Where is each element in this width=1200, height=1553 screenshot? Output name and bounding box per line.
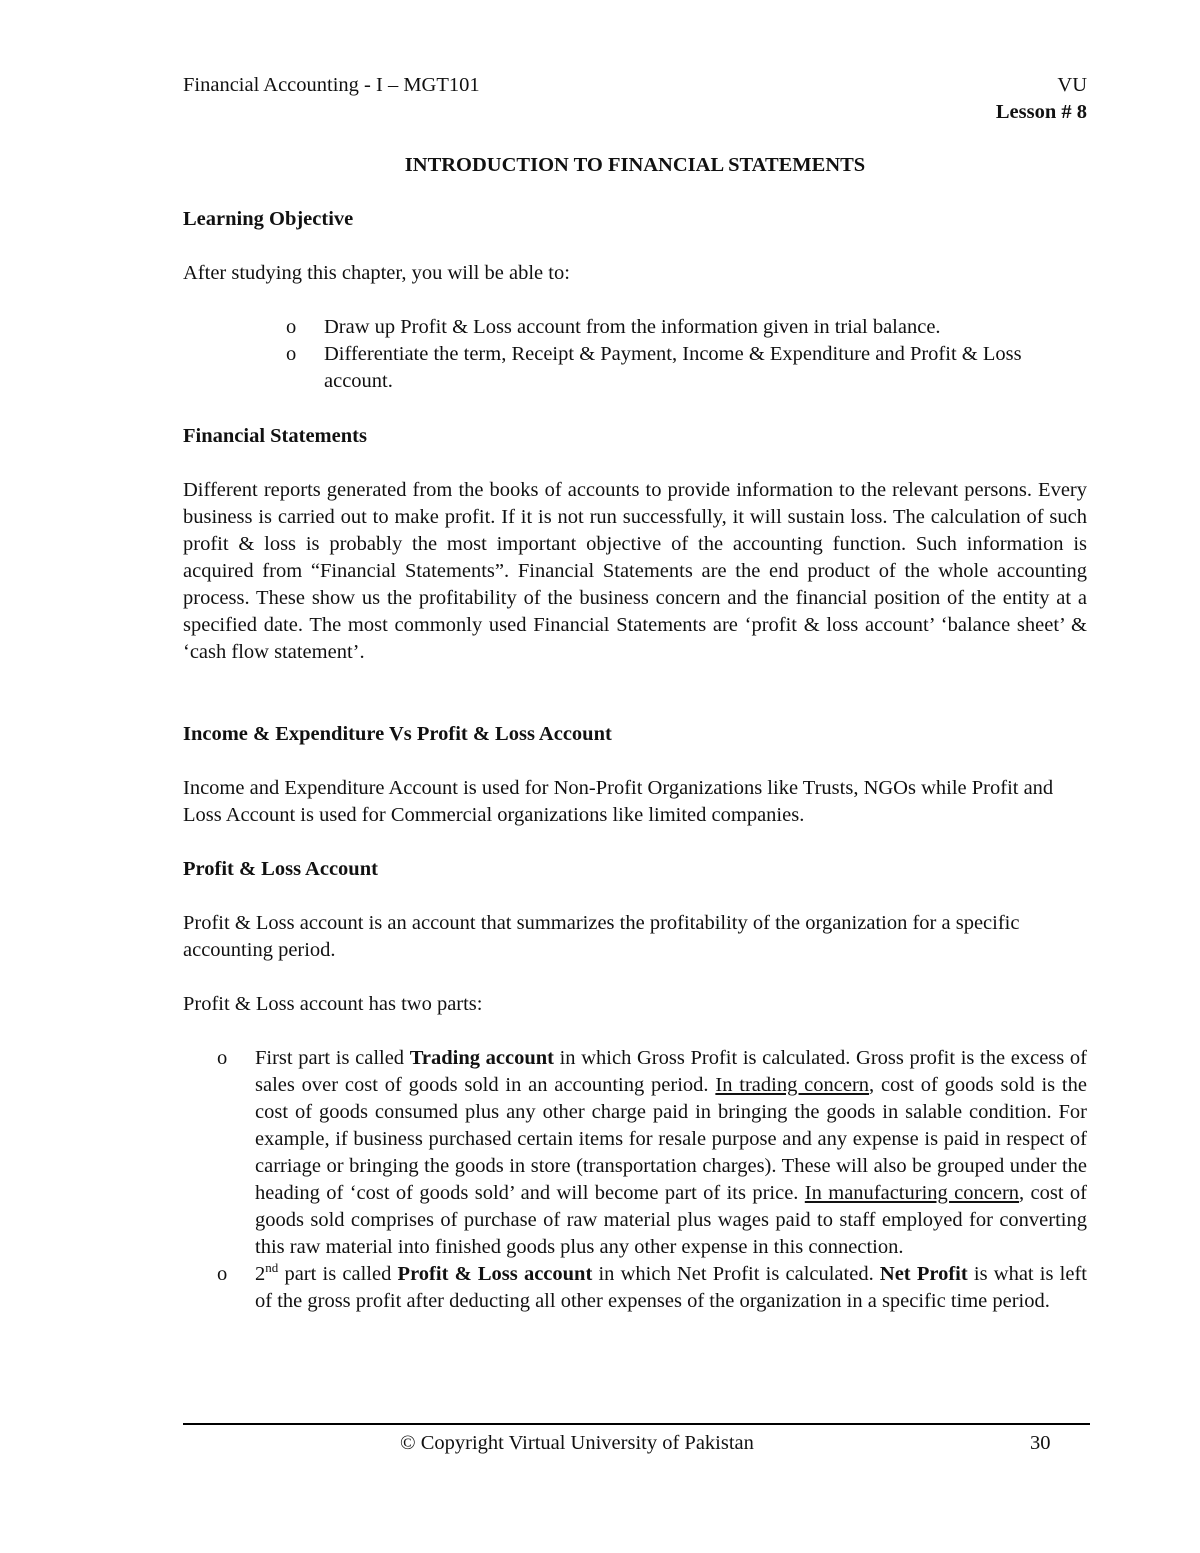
learning-objective-intro: After studying this chapter, you will be able to:: [183, 262, 570, 284]
financial-statements-body: Different reports generated from the books of accounts to provide information to the relevant persons. Every business is carried out to make profit. If it is not run successfully, it will sustain loss. The calculation of such profit & loss is probably the most important objective of the accounting function. Such information is acquired from “Financial Statements”. Financial Statements are the end product of the whole accounting process. These show us the profitability of the business concern and the financial position of the entity at a specified date. The most commonly used Financial Statements are ‘profit & loss account’ ‘balance sheet’ & ‘cash flow statement’.: [183, 479, 1087, 663]
list-item: o First part is called Trading account in which Gross Profit is calculated. Gross profit is the excess of sales over cost of goods sold in an accounting period. In trading concern, cost of goods sold is the cost of goods consumed plus any other charge paid in bringing the goods in salable condition. For example, if business purchased certain items for resale purpose and any expense is paid in respect of carriage or bringing the goods in store (transportation charges). These will also be grouped under the heading of ‘cost of goods sold’ and will become part of its price. In manufacturing concern, cost of goods sold comprises of purchase of raw material plus wages paid to staff employed for converting this raw material into finished goods plus any other expense in this connection.: [217, 1047, 1087, 1258]
pl-parts-intro: Profit & Loss account has two parts:: [183, 993, 483, 1015]
page-number: 30: [1030, 1432, 1051, 1454]
underlined-term: In manufacturing concern: [804, 1182, 1020, 1204]
bullet-marker: o: [217, 1047, 228, 1069]
learning-objective-heading: Learning Objective: [183, 208, 354, 230]
copyright-notice: © Copyright Virtual University of Pakistan: [400, 1432, 754, 1454]
list-item: o 2nd part is called Profit & Loss account in which Net Profit is calculated. Net Profit is what is left of the gross profit after deducting all other expenses of the organization in a specific time period.: [217, 1260, 1087, 1312]
page-title: INTRODUCTION TO FINANCIAL STATEMENTS: [404, 154, 866, 176]
financial-statements-heading: Financial Statements: [183, 425, 367, 447]
list-item: o Draw up Profit & Loss account from the information given in trial balance.: [183, 314, 1087, 341]
lesson-number: Lesson # 8: [995, 101, 1087, 123]
income-vs-pl-heading: Income & Expenditure Vs Profit & Loss Account: [183, 723, 612, 745]
bullet-marker: o: [217, 1263, 228, 1285]
list-item: o Differentiate the term, Receipt & Payment, Income & Expenditure and Profit & Loss account.: [286, 343, 1022, 392]
learning-objective-list: [183, 314, 1087, 395]
pl-account-heading: Profit & Loss Account: [183, 858, 378, 880]
income-vs-pl-body: Income and Expenditure Account is used for Non-Profit Organizations like Trusts, NGOs while Profit and Loss Account is used for Commercial organizations like limited companies.: [183, 777, 1054, 826]
header-course: Financial Accounting - I – MGT101: [183, 74, 480, 96]
footer-divider: [183, 1423, 1090, 1425]
header-institution: VU: [1057, 74, 1087, 96]
bullet-marker: o: [286, 343, 297, 365]
pl-parts-list: [183, 1045, 1087, 1315]
underlined-term: In trading concern: [715, 1074, 870, 1096]
bullet-marker: o: [286, 316, 297, 338]
pl-account-definition: Profit & Loss account is an account that summarizes the profitability of the organization for a specific accounting period.: [183, 912, 1020, 961]
